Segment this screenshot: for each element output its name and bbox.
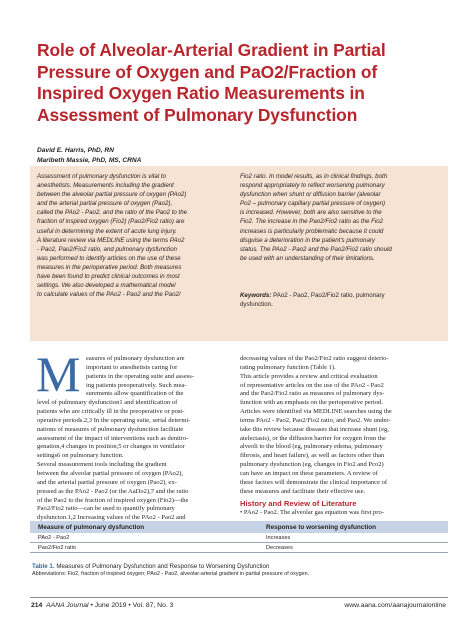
keywords-line: dysfunction.: [240, 301, 273, 309]
drop-cap: M: [36, 346, 81, 402]
footer-left: [31, 602, 173, 609]
abstract-line: Fio2 ratio. In model results, as in clinical findings, both: [240, 173, 388, 180]
table-row: [30, 543, 448, 553]
abstract-line: respond appropriately to reflect worsening pulmonary: [240, 182, 385, 190]
body-line: surements allow quantification of the: [86, 390, 184, 398]
body-line: pressed as the PAo2 - Pao2 (or the AaDo2),7 and the ratio: [37, 487, 189, 495]
body-line: these measures and facilitate their effective use.: [240, 487, 366, 495]
page-number: 214: [31, 602, 43, 609]
body-right-column: [240, 355, 445, 517]
body-line: This article provides a review and critical evaluation: [240, 372, 378, 380]
body-line: Several measurement tools including the gradient: [37, 461, 167, 469]
abstract-line: be used with an understanding of their limitations.: [240, 254, 375, 262]
body-line: pulmonary dysfunction (eg, changes in Fio2 and Pco2): [240, 461, 384, 469]
body-line: and the Pao2/Fio2 ratio as measures of pulmonary dys-: [240, 390, 385, 398]
abstract-line: called the PAo2 - Pao2, and the ratio of the Pao2 to the: [37, 209, 188, 217]
abstract-line: settings. We also developed a mathematical model: [37, 282, 176, 290]
table-header-row: [30, 521, 448, 533]
body-line: decreasing values of the Pao2/Fio2 ratio suggest deterio-: [240, 355, 389, 362]
abstract-line: have been found to predict clinical outcomes in most: [37, 273, 180, 281]
body-line: between the alveolar partial pressure of oxygen (PAo2),: [37, 469, 183, 477]
body-line: atelectasis), or the diffusion barrier for oxygen from the: [240, 434, 386, 442]
journal-issue: • June 2019 • Vol. 87, No. 3: [88, 602, 174, 609]
abstract-line: status. The PAo2 - Pao2 and the Pao2/Fio2 ratio should: [240, 245, 392, 253]
table-1: [30, 521, 448, 553]
author-name: Maribeth Massie, PhD, MS, CRNA: [37, 156, 142, 164]
abstract-line: to calculate values of the PAo2 - Pao2 and the Pao2/: [37, 291, 181, 299]
table-cell: Pao2/Fio2 ratio: [38, 544, 76, 551]
body-line: and the arterial partial pressure of oxygen (Pao2), ex-: [37, 478, 177, 486]
abstract-line: fraction of inspired oxygen (Fio2) (Pao2/Fio2 ratio) are: [37, 218, 185, 226]
table-row: [30, 533, 448, 543]
body-line: ing patients preoperatively. Such mea-: [86, 381, 187, 389]
section-heading: History and Review of Literature: [240, 498, 357, 508]
abstract-line: was performed to identify articles on the use of these: [37, 254, 181, 262]
body-line: Pao2/Fio2 ratio—can be used to quantify pulmonary: [37, 505, 175, 513]
table-cell: Increases: [266, 534, 291, 541]
body-line: easures of pulmonary dysfunction are: [86, 355, 185, 362]
body-line: these factors will demonstrate the clinical importance of: [240, 478, 388, 486]
body-line: patients in the operating suite and assess-: [86, 372, 194, 380]
body-line: settings6 on pulmonary function.: [37, 452, 124, 460]
body-line: fibrosis, and heart failure), as well as factors other than: [240, 452, 385, 460]
body-line: nations of measures of pulmonary dysfunction facilitate: [37, 425, 184, 433]
abstract-line: between the alveolar partial pressure of oxygen (PAo2): [37, 191, 187, 199]
keywords-line: [240, 291, 442, 300]
abstract-line: dysfunction when shunt or diffusion barrier (alveolar: [240, 191, 381, 199]
table-caption: [32, 563, 269, 571]
abstract-line: anesthetists. Measurements including the gradient: [37, 182, 174, 190]
keywords-label: Keywords:: [240, 292, 272, 299]
article-title: [37, 40, 447, 126]
abstract-line: Po2 – pulmonary capillary partial pressure of oxygen): [240, 200, 386, 208]
abstract-line: measures in the perioperative period. Both measures: [37, 263, 182, 271]
keywords-text: PAo2 - Pao2, Pao2/Fio2 ratio, pulmonary: [271, 292, 385, 299]
footer-divider: [30, 597, 448, 598]
body-line: dysfuncton.1,2 Increasing values of the PAo2 - Pao2 and: [37, 514, 186, 522]
body-line: of the Pao2 to the fraction of inspired oxygen (Fio2)—the: [37, 496, 189, 504]
keywords: [240, 291, 442, 309]
body-line: operative periods.2,3 In the operating suite, serial determi-: [37, 416, 191, 424]
abstract-left-column: [37, 172, 234, 299]
abstract-line: disguise a deterioration in the patient's pulmonary: [240, 236, 375, 244]
author-name: David E. Harris, PhD, RN: [37, 147, 114, 154]
body-line: patients who are critically ill in the preoperative or post-: [37, 408, 185, 416]
body-line: assessment of the impact of interventions such as denitro-: [37, 434, 189, 442]
abstract-right-column: [240, 172, 442, 263]
abstract-line: - Pao2, Pao2/Fio2 ratio, and pulmonary dysfunction: [37, 245, 177, 253]
journal-name: AANA Journal: [46, 602, 89, 609]
body-line: rating pulmonary function (Table 1).: [240, 363, 336, 371]
body-left-column: [36, 346, 234, 523]
body-line: level of pulmonary dysfunction1 and identification of: [37, 399, 178, 407]
table-cell: Decreases: [266, 544, 293, 551]
body-line: important to anesthetists caring for: [86, 363, 178, 371]
abstract-line: A literature review via MEDLINE using the terms PAo2: [37, 236, 185, 244]
title-line: Pressure of Oxygen and PaO2/Fraction of: [37, 61, 378, 82]
table-cell: PAo2 - Pao2: [38, 534, 70, 541]
body-line: alveoli to the blood (eg, pulmonary edema, pulmonary: [240, 443, 383, 451]
body-line: can have an impact on these parameters. A review of: [240, 469, 378, 477]
body-line: Articles were identified via MEDLINE searches using the: [240, 408, 392, 416]
body-line: of representative articles on the use of the PAo2 - Pao2: [240, 381, 384, 389]
title-line: Assessment of Pulmonary Dysfunction: [37, 104, 358, 125]
abstract-line: increases is particularly problematic because it could: [240, 227, 384, 235]
abstract-line: Assessment of pulmonary dysfunction is vital to: [37, 173, 167, 180]
abstract-line: is increased. However, both are also sensitive to the: [240, 209, 382, 217]
author-list: [37, 146, 141, 165]
body-line: function with an emphasis on the perioperative period.: [240, 399, 383, 407]
body-line: genation,4 changes in position,5 or changes in ventilator: [37, 443, 185, 451]
table-header-cell: Measure of pulmonary dysfunction: [38, 523, 145, 531]
table-abbreviations: Abbreviations: Fio2, fraction of inspired oxygen; PAo2 - Pao2, alveolar-arterial gradient in partial pressure of oxygen.: [32, 571, 310, 577]
journal-url[interactable]: www.aana.com/aanajournalonline: [344, 602, 446, 609]
title-line: Role of Alveolar-Arterial Gradient in Partial: [37, 40, 386, 60]
abstract-line: and the arterial partial pressure of oxygen (Pao2),: [37, 200, 173, 208]
table-header-cell: Response to worsening dysfunction: [266, 523, 377, 531]
table-caption-text: Measures of Pulmonary Dysfunction and Response to Worsening Dysfunction: [54, 563, 270, 570]
body-line: • PAo2 - Pao2. The alveolar gas equation was first pro-: [240, 508, 384, 516]
table-caption-label: Table 1.: [32, 563, 55, 570]
abstract-line: useful in determining the extent of acute lung injury.: [37, 227, 177, 235]
body-line: terms PAo2 - Pao2, Pao2/Fio2 ratio, and Pao2. We under-: [240, 416, 391, 424]
title-line: Inspired Oxygen Ratio Measurements in: [37, 83, 365, 103]
body-line: take this review because diseases that increase shunt (eg,: [240, 425, 389, 433]
abstract-line: Fio2. The increase in the Pao2/Fio2 ratio as the Fio2: [240, 218, 384, 226]
